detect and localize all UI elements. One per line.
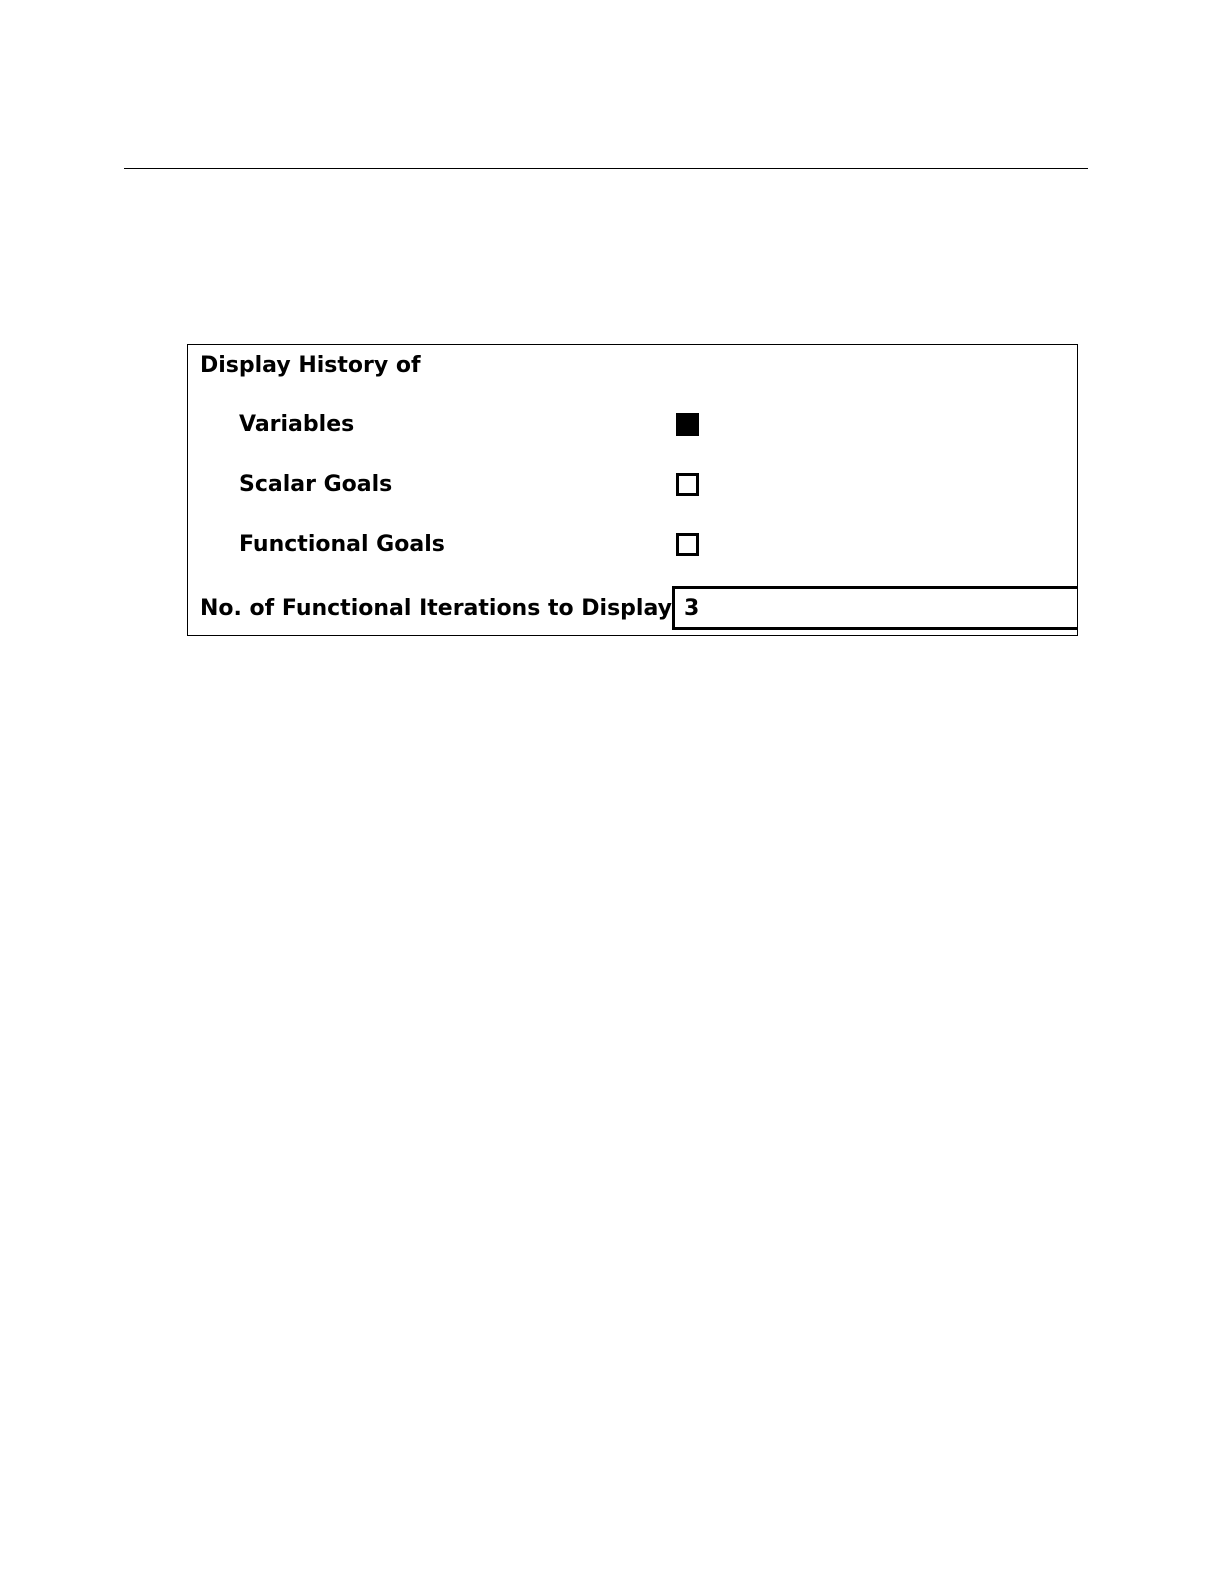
scalar-goals-label: Scalar Goals	[239, 472, 393, 497]
iterations-input[interactable]	[672, 586, 1078, 630]
scalar-goals-checkbox[interactable]	[676, 473, 699, 496]
functional-goals-label: Functional Goals	[239, 532, 445, 557]
display-history-panel	[187, 344, 1078, 636]
iterations-label: No. of Functional Iterations to Display	[200, 596, 672, 621]
page-divider	[124, 168, 1088, 169]
variables-label: Variables	[239, 412, 355, 437]
variables-checkbox[interactable]	[676, 413, 699, 436]
panel-heading: Display History of	[200, 353, 421, 378]
functional-goals-checkbox[interactable]	[676, 533, 699, 556]
